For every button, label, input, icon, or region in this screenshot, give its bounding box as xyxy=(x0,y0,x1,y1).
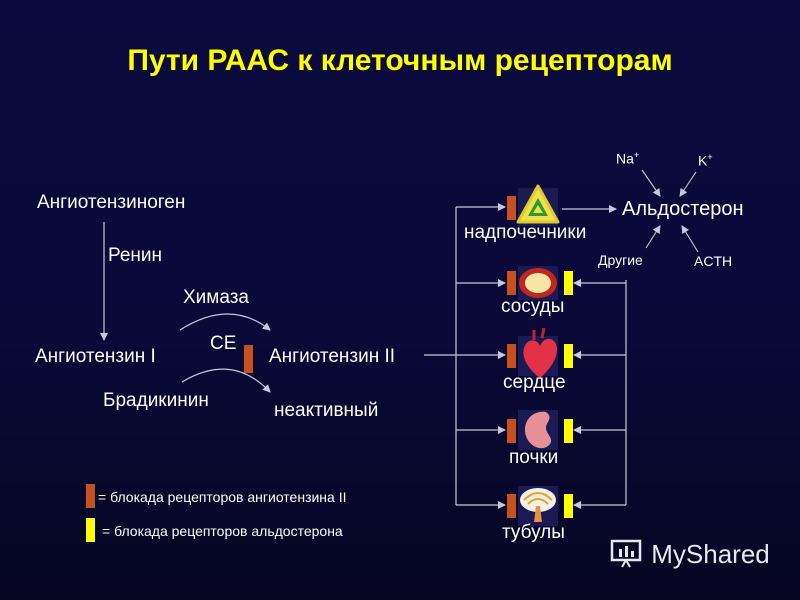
legend-aldo-text: = блокада рецепторов альдостерона xyxy=(102,523,343,539)
label-ce: CE xyxy=(210,333,237,354)
aldo-blocker-heart xyxy=(564,344,573,368)
label-renin: Ренин xyxy=(108,245,163,266)
label-acth: ACTH xyxy=(694,253,733,269)
aldo-blocker-kidney xyxy=(564,419,573,443)
watermark-logo xyxy=(610,538,770,570)
label-na: Na+ xyxy=(616,150,640,167)
legend-at2-text: = блокада рецепторов ангиотензина II xyxy=(98,489,347,505)
kidney-icon xyxy=(518,410,558,450)
at2-blocker-heart xyxy=(507,344,516,368)
label-adrenal: надпочечники xyxy=(464,222,587,243)
at2-blocker-ce xyxy=(244,345,253,373)
at2-blocker-adrenal xyxy=(507,196,516,220)
arrow-k xyxy=(680,172,696,196)
aldo-blocker-vessel xyxy=(564,271,573,295)
heart-icon xyxy=(518,328,558,378)
legend-aldo-swatch xyxy=(86,518,95,542)
label-inactive: неактивный xyxy=(274,400,379,421)
arrow-chymase xyxy=(180,314,270,330)
label-aldosterone: Альдостерон xyxy=(622,198,744,220)
label-angiotensin-1: Ангиотензин I xyxy=(35,346,156,367)
vessel-icon xyxy=(518,266,558,300)
adrenal-icon xyxy=(518,186,558,226)
aldo-blocker-tubule xyxy=(564,494,573,518)
arrow-acth xyxy=(682,226,698,252)
label-k: K+ xyxy=(698,152,713,169)
label-kidneys: почки xyxy=(509,447,559,468)
label-tubules: тубулы xyxy=(502,522,565,543)
at2-blocker-kidney xyxy=(507,419,516,443)
label-heart: сердце xyxy=(503,372,566,393)
label-bradykinin: Брадикинин xyxy=(103,390,209,411)
at2-blocker-tubule xyxy=(507,494,516,518)
brain-icon xyxy=(518,486,558,526)
label-angiotensinogen: Ангиотензиноген xyxy=(37,192,186,213)
label-chymase: Химаза xyxy=(183,287,249,308)
label-angiotensin-2: Ангиотензин II xyxy=(269,346,396,367)
label-vessels: сосуды xyxy=(501,296,565,317)
watermark-text: MyShared xyxy=(651,539,770,569)
arrow-na xyxy=(642,170,660,196)
presentation-icon xyxy=(610,538,644,568)
arrow-other xyxy=(646,226,660,248)
at2-blocker-vessel xyxy=(507,271,516,295)
label-other: Другие xyxy=(598,252,643,268)
arrow-bradykinin-inactive xyxy=(182,369,270,392)
page-title: Пути РААС к клеточным рецепторам xyxy=(127,44,673,77)
legend-at2-swatch xyxy=(86,484,95,508)
